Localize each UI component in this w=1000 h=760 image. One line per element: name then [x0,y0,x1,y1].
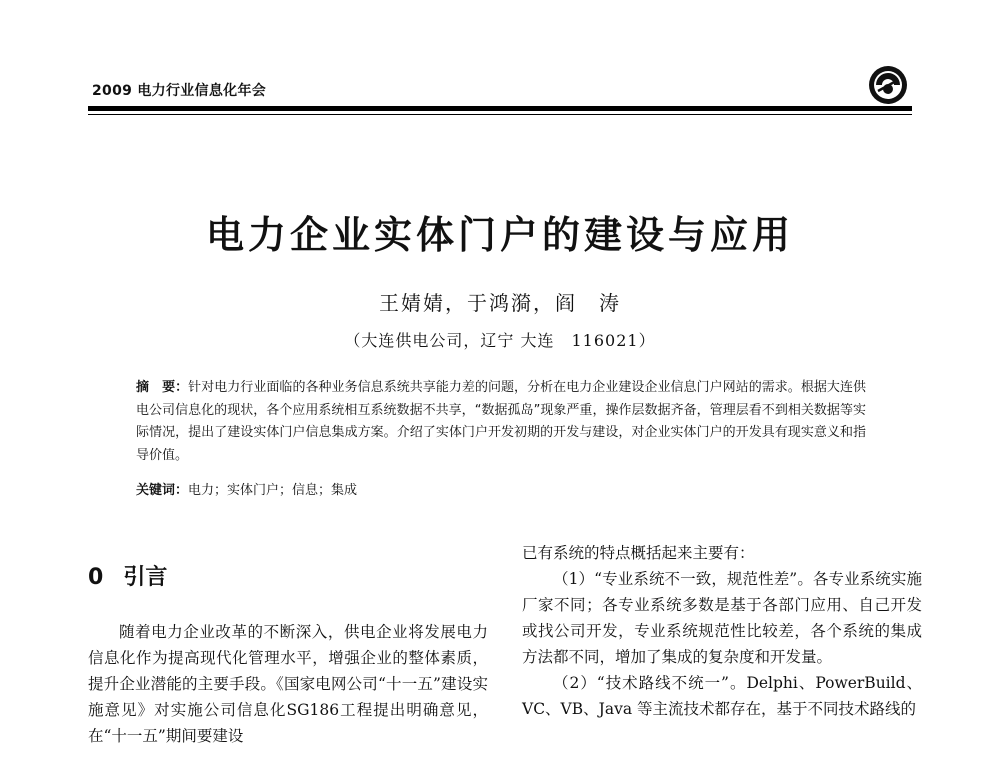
running-header: 2009 电力行业信息化年会 [92,83,267,99]
list-item-2: （2）“技术路线不统一”。Delphi、PowerBuild、VC、VB、Java 等主流技术都存在，基于不同技术路线的 [522,674,922,718]
conference-emblem-icon [867,64,909,106]
section-number: 0 [88,565,104,590]
list-item-1: （1）“专业系统不一致，规范性差”。各专业系统实施厂家不同；各专业系统多数是基于各部门应用、自己开发或找公司开发，专业系统规范性比较差，各个系统的集成方法都不同，增加了集成的复杂度和开发量。 [522,570,922,666]
header-rule-thin [88,114,912,115]
section-title: 引言 [123,565,168,590]
abstract [136,377,866,467]
paper-authors: 王婧婧，于鸿漪，阎 涛 [379,291,621,315]
keywords-label: 关键词： [136,483,189,498]
left-column [88,565,488,749]
keywords [136,480,866,502]
abstract-text: 针对电力行业面临的各种业务信息系统共享能力差的问题，分析在电力企业建设企业信息门户网站的需求。根据大连供电公司信息化的现状，各个应用系统相互系统数据不共享，“数据孤岛”现象严重，操作层数据齐备，管理层看不到相关数据等实际情况，提出了建设实体门户信息集成方案。介绍了实体门户开发初期的开发与建设，对企业实体门户的开发具有现实意义和指导价值。 [136,380,866,463]
keywords-text: 电力；实体门户；信息；集成 [188,483,358,498]
abstract-label: 摘 要： [136,380,189,395]
body-paragraph: 随着电力企业改革的不断深入，供电企业将发展电力信息化作为提高现代化管理水平，增强企业的整体素质，提升企业潜能的主要手段。《国家电网公司“十一五”建设实施意见》对实施公司信息化SG186工程提出明确意见，在“十一五”期间要建设 [88,623,488,745]
body-paragraph-intro: 已有系统的特点概括起来主要有： [522,544,755,562]
section-heading [88,565,488,591]
paper-affiliation: （大连供电公司，辽宁 大连 116021） [344,331,656,350]
right-column [522,540,922,722]
paper-title: 电力企业实体门户的建设与应用 [205,212,794,257]
header-rule-thick [88,106,912,111]
